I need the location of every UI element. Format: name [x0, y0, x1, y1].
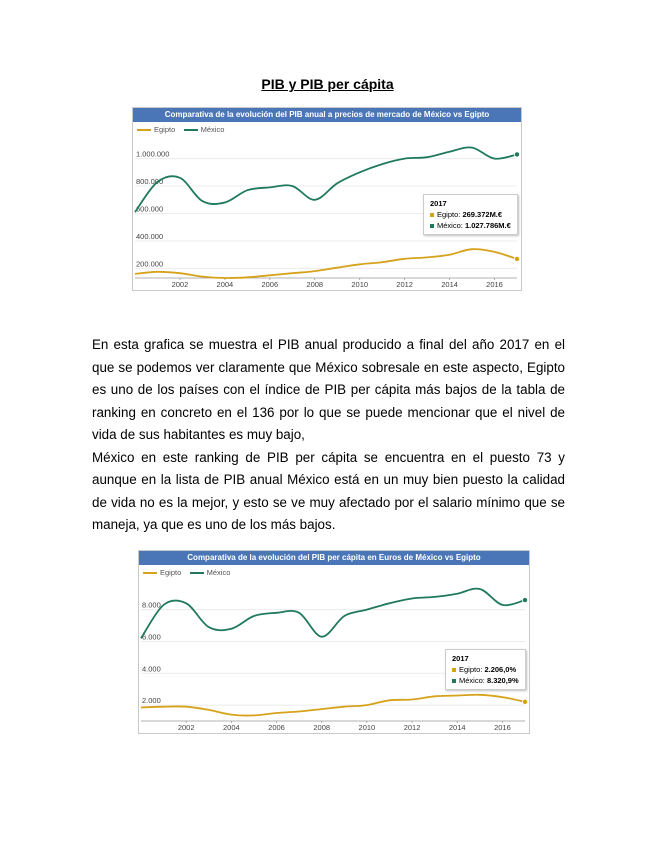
x-tick-label: 2012 — [396, 280, 413, 289]
y-tick-label: 600.000 — [136, 204, 164, 214]
page-title: PIB y PIB per cápita — [261, 76, 394, 92]
y-tick-label: 4.000 — [142, 664, 161, 674]
tooltip-dot-egipto — [452, 668, 456, 672]
series-endpoint-egipto — [522, 699, 527, 704]
tooltip-label-mexico: México: — [459, 676, 485, 685]
legend-label-egipto: Egipto — [154, 125, 176, 134]
chart-tooltip — [445, 649, 526, 690]
chart-tooltip — [423, 194, 518, 235]
chart-title: Comparativa de la evolución del PIB per cápita en Euros de México vs Egipto — [139, 551, 529, 565]
tooltip-dot-mexico — [452, 679, 456, 683]
tooltip-year: 2017 — [430, 199, 447, 208]
tooltip-value-mexico: 8.320,9% — [486, 676, 519, 685]
x-tick-label: 2006 — [261, 280, 279, 289]
chart-pib-per-capita — [138, 550, 530, 734]
legend-label-mexico: México — [206, 568, 231, 577]
x-tick-label: 2004 — [223, 723, 240, 732]
tooltip-value-egipto: 2.206,0% — [484, 665, 517, 674]
legend-label-mexico: México — [200, 125, 225, 134]
series-endpoint-mexico — [522, 597, 527, 602]
x-tick-label: 2010 — [358, 723, 376, 732]
x-tick-label: 2014 — [441, 280, 458, 289]
x-tick-label: 2004 — [216, 280, 234, 289]
y-tick-label: 400.000 — [136, 231, 164, 241]
chart-plot — [139, 551, 529, 733]
series-line-egipto — [135, 249, 517, 278]
tooltip-label-egipto: Egipto: — [437, 210, 461, 219]
tooltip-label-egipto: Egipto: — [459, 665, 483, 674]
x-tick-label: 2016 — [494, 723, 511, 732]
x-tick-label: 2006 — [268, 723, 285, 732]
y-tick-label: 200.000 — [136, 259, 164, 269]
tooltip-value-egipto: 269.372M.€ — [462, 210, 503, 219]
chart-title: Comparativa de la evolución del PIB anual a precios de mercado de México vs Egipto — [133, 108, 521, 122]
y-tick-label: 8.000 — [142, 600, 161, 610]
body-text — [92, 334, 565, 537]
y-tick-label: 800.000 — [136, 177, 164, 187]
tooltip-label-mexico: México: — [437, 221, 463, 230]
series-line-mexico — [141, 589, 525, 642]
x-tick-label: 2016 — [486, 280, 503, 289]
x-tick-label: 2014 — [448, 723, 466, 732]
legend-label-egipto: Egipto — [160, 568, 182, 577]
paragraph-1: En esta grafica se muestra el PIB anual producido a final del año 2017 en el que se podemos ver claramente que México sobresale en este aspecto, Egipto es uno de los países con el índice de PIB per cápita más bajos de la tabla de ranking en concreto en el 136 por lo que se puede mencionar que el nivel de vida de sus habitantes es muy bajo, — [92, 337, 565, 442]
series-endpoint-mexico — [514, 152, 519, 157]
x-tick-label: 2002 — [177, 723, 195, 732]
chart-pib-anual — [132, 107, 522, 291]
paragraph-2: México en este ranking de PIB per cápita se encuentra en el puesto 73 y aunque en la lista de PIB anual México está en un muy bien puesto la calidad de vida no es la mejor, y esto se ve muy afectado por el salario mínimo que se maneja, ya que es uno de los más bajos. — [92, 449, 565, 532]
y-tick-label: 6.000 — [142, 632, 161, 642]
y-tick-label: 2.000 — [142, 696, 161, 706]
x-tick-label: 2012 — [403, 723, 421, 732]
x-tick-label: 2002 — [171, 280, 189, 289]
tooltip-year: 2017 — [452, 654, 469, 663]
x-tick-label: 2008 — [306, 280, 324, 289]
x-tick-label: 2010 — [351, 280, 369, 289]
tooltip-value-mexico: 1.027.786M.€ — [464, 221, 511, 230]
tooltip-dot-mexico — [430, 224, 434, 228]
tooltip-dot-egipto — [430, 213, 434, 217]
y-tick-label: 1.000.000 — [136, 149, 170, 159]
x-tick-label: 2008 — [313, 723, 331, 732]
series-endpoint-egipto — [514, 256, 519, 261]
